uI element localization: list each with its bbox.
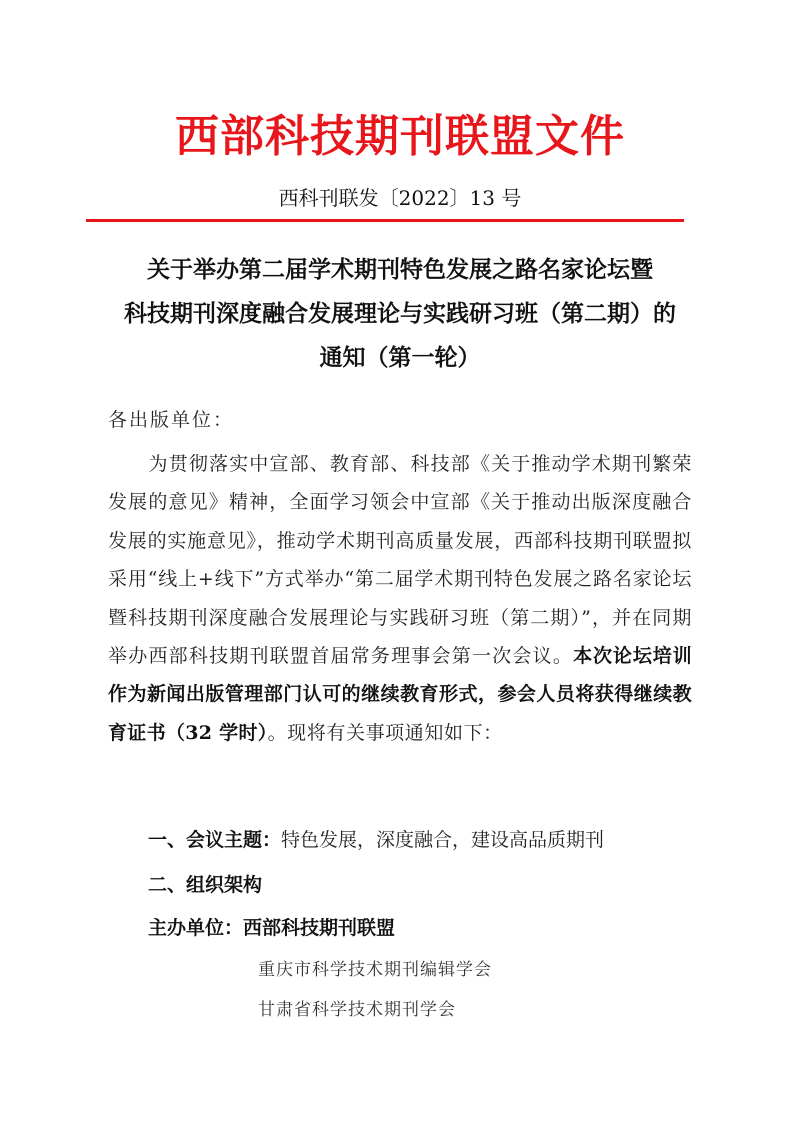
notice-title: [60, 248, 740, 380]
document-number: 西科刊联发〔2022〕13 号: [278, 186, 522, 210]
section-organization: [148, 870, 262, 897]
section-1-label: 一、会议主题：: [148, 829, 282, 851]
section-1-text: 特色发展，深度融合，建设高品质期刊: [281, 829, 605, 851]
body-paragraph: [108, 445, 692, 752]
section-3-text: 西部科技期刊联盟: [243, 917, 396, 939]
issuer-header: 西部科技期刊联盟文件: [175, 111, 625, 162]
salutation: 各出版单位：: [108, 409, 235, 431]
body-text-bold: 本次论坛培训作为新闻出版管理部门认可的继续教育形式，参会人员将获得继续教育证书（32 学时）: [108, 645, 692, 744]
section-meeting-theme: [148, 825, 604, 852]
section-host: [148, 913, 395, 940]
body-text-part1: 为贯彻落实中宣部、教育部、科技部《关于推动学术期刊繁荣发展的意见》精神，全面学习领会中宣部《关于推动出版深度融合发展的实施意见》，推动学术期刊高质量发展，西部科技期刊联盟拟采用“线上+线下”方式举办“第二届学术期刊特色发展之路名家论坛暨科技期刊深度融合发展理论与实践研习班（第二期）”，并在同期举办西部科技期刊联盟首届常务理事会第一次会议。: [108, 453, 692, 668]
title-line-1: 关于举办第二届学术期刊特色发展之路名家论坛暨: [147, 256, 653, 283]
title-line-2: 科技期刊深度融合发展理论与实践研习班（第二期）的: [124, 300, 676, 327]
red-divider: [86, 219, 684, 222]
section-3-label: 主办单位：: [148, 917, 244, 939]
organizer-item: 重庆市科学技术期刊编辑学会: [258, 960, 492, 980]
section-2-label: 二、组织架构: [148, 874, 263, 896]
organizer-item: 甘肃省科学技术期刊学会: [258, 1000, 456, 1020]
title-line-3: 通知（第一轮）: [319, 344, 481, 371]
body-text-part2: 。现将有关事项通知如下：: [267, 721, 503, 744]
